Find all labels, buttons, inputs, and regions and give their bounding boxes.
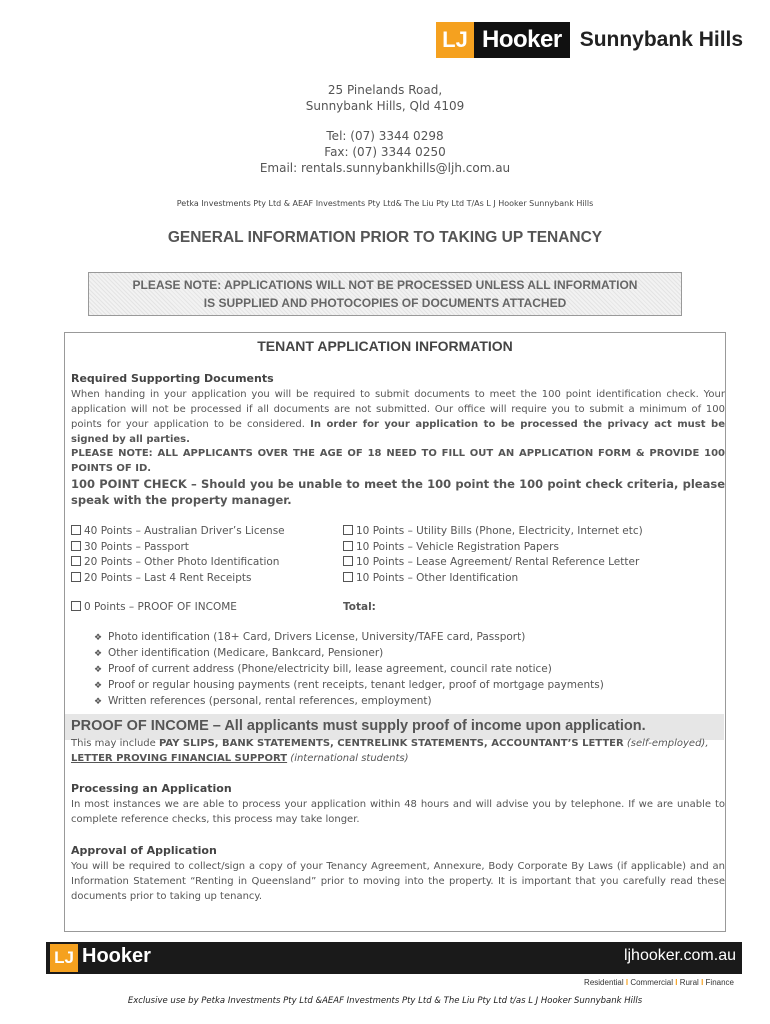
list-item: ❖ Proof of current address (Phone/electricity bill, lease agreement, council rate notice) — [94, 662, 604, 678]
exclusive-use-line: Exclusive use by Petka Investments Pty Ltd &AEAF Investments Pty Ltd & The Liu Pty Ltd t/as L J Hooker Sunnybank Hills — [127, 996, 643, 1006]
check-item[interactable]: 20 Points – Other Photo Identification — [71, 555, 285, 571]
diamond-bullet-icon: ❖ — [94, 697, 103, 707]
address-line2: Sunnybank Hills, Qld 4109 — [305, 99, 465, 113]
diamond-bullet-icon: ❖ — [94, 649, 103, 659]
income-details: This may include PAY SLIPS, BANK STATEMENTS, CENTRELINK STATEMENTS, ACCOUNTANT’S LETTER (self-employed), LETTER PROVING FINANCIAL SUPPORT (international students) — [71, 738, 709, 764]
notice-box — [88, 272, 682, 316]
fax: Fax: (07) 3344 0250 — [324, 145, 446, 159]
footer-url[interactable]: ljhooker.com.au — [623, 947, 736, 964]
list-item: ❖ Other identification (Medicare, Bankcard, Pensioner) — [94, 646, 604, 662]
email: Email: rentals.sunnybankhills@ljh.com.au — [259, 161, 511, 175]
tenant-info-title: TENANT APPLICATION INFORMATION — [257, 338, 513, 354]
checkbox[interactable] — [343, 525, 353, 535]
list-item: ❖ Proof or regular housing payments (rent receipts, tenant ledger, proof of mortgage payments) — [94, 678, 604, 694]
checklist-right — [343, 524, 643, 586]
check-item[interactable]: 10 Points – Other Identification — [343, 571, 643, 587]
id-bullet-list — [94, 630, 604, 710]
check-item[interactable]: 10 Points – Lease Agreement/ Rental Reference Letter — [343, 555, 643, 571]
list-item: ❖ Photo identification (18+ Card, Drivers License, University/TAFE card, Passport) — [94, 630, 604, 646]
logo-lj: LJ — [436, 22, 474, 58]
processing-heading: Processing an Application — [71, 782, 232, 795]
notice-line2: IS SUPPLIED AND PHOTOCOPIES OF DOCUMENTS ATTACHED — [203, 296, 567, 310]
checklist-left — [71, 524, 285, 586]
check-item[interactable]: 10 Points – Utility Bills (Phone, Electricity, Internet etc) — [343, 524, 643, 540]
list-item: ❖ Written references (personal, rental references, employment) — [94, 694, 604, 710]
diamond-bullet-icon: ❖ — [94, 681, 103, 691]
checkbox[interactable] — [71, 601, 81, 611]
check-item[interactable]: 20 Points – Last 4 Rent Receipts — [71, 571, 285, 587]
checkbox[interactable] — [71, 572, 81, 582]
approval-text: You will be required to collect/sign a copy of your Tenancy Agreement, Annexure, Body Corporate By Laws (if applicable) and an Information Statement “Renting in Queensland” prior to moving into the property. It is important that you carefully read these documents prior to taking up tenancy. — [71, 861, 725, 902]
address-block — [0, 82, 770, 176]
checkbox[interactable] — [343, 572, 353, 582]
check-item[interactable]: 40 Points – Australian Driver’s License — [71, 524, 285, 540]
footer-logo-lj: LJ — [50, 944, 78, 972]
privacy-note: In order for your application to be processed the privacy act must be signed by all parties. — [71, 419, 725, 445]
approval-heading: Approval of Application — [71, 844, 217, 857]
checkbox[interactable] — [343, 556, 353, 566]
logo-hooker: Hooker — [474, 22, 570, 58]
address-line1: 25 Pinelands Road, — [327, 83, 443, 97]
footer-tagline: Residential I Commercial I Rural I Finance — [584, 978, 734, 987]
processing-text: In most instances we are able to process your application within 48 hours and will advise you by telephone. If we are unable to complete reference checks, this process may take longer. — [71, 799, 725, 825]
required-docs-heading: Required Supporting Documents — [71, 372, 274, 385]
total-label: Total: — [343, 601, 376, 613]
proof-income-check[interactable]: 0 Points – PROOF OF INCOME — [71, 600, 237, 616]
point-check-note: 100 POINT CHECK – Should you be unable to meet the 100 point the 100 point check criteria, please speak with the property manager. — [71, 477, 725, 507]
diamond-bullet-icon: ❖ — [94, 665, 103, 675]
checkbox[interactable] — [71, 525, 81, 535]
required-docs-text — [71, 387, 725, 447]
footer-logo-hooker: Hooker — [82, 945, 151, 967]
notice-line1: PLEASE NOTE: APPLICATIONS WILL NOT BE PROCESSED UNLESS ALL INFORMATION — [132, 278, 638, 292]
header-logo — [436, 22, 743, 58]
branch-name: Sunnybank Hills — [579, 28, 744, 51]
checkbox[interactable] — [343, 541, 353, 551]
income-title: PROOF OF INCOME – All applicants must supply proof of income upon application. — [71, 718, 646, 734]
check-item[interactable]: 30 Points – Passport — [71, 540, 285, 556]
all-applicants-note: PLEASE NOTE: ALL APPLICANTS OVER THE AGE OF 18 NEED TO FILL OUT AN APPLICATION FORM & PROVIDE 100 POINTS OF ID. — [71, 448, 725, 474]
entity-line: Petka Investments Pty Ltd & AEAF Investments Pty Ltd& The Liu Pty Ltd T/As L J Hooker Sunnybank Hills — [176, 199, 594, 208]
diamond-bullet-icon: ❖ — [94, 633, 103, 643]
phone: Tel: (07) 3344 0298 — [326, 129, 444, 143]
required-docs-body: When handing in your application you will be required to submit documents to meet the 100 point identification check. Your application will not be processed if all documents are not submitted. Our office will require you to submit a minimum of 100 points for your application to be considered. — [71, 389, 725, 430]
check-item[interactable]: 10 Points – Vehicle Registration Papers — [343, 540, 643, 556]
footer-bar — [46, 942, 742, 974]
checkbox[interactable] — [71, 556, 81, 566]
checkbox[interactable] — [71, 541, 81, 551]
page-title: GENERAL INFORMATION PRIOR TO TAKING UP TENANCY — [167, 229, 603, 246]
